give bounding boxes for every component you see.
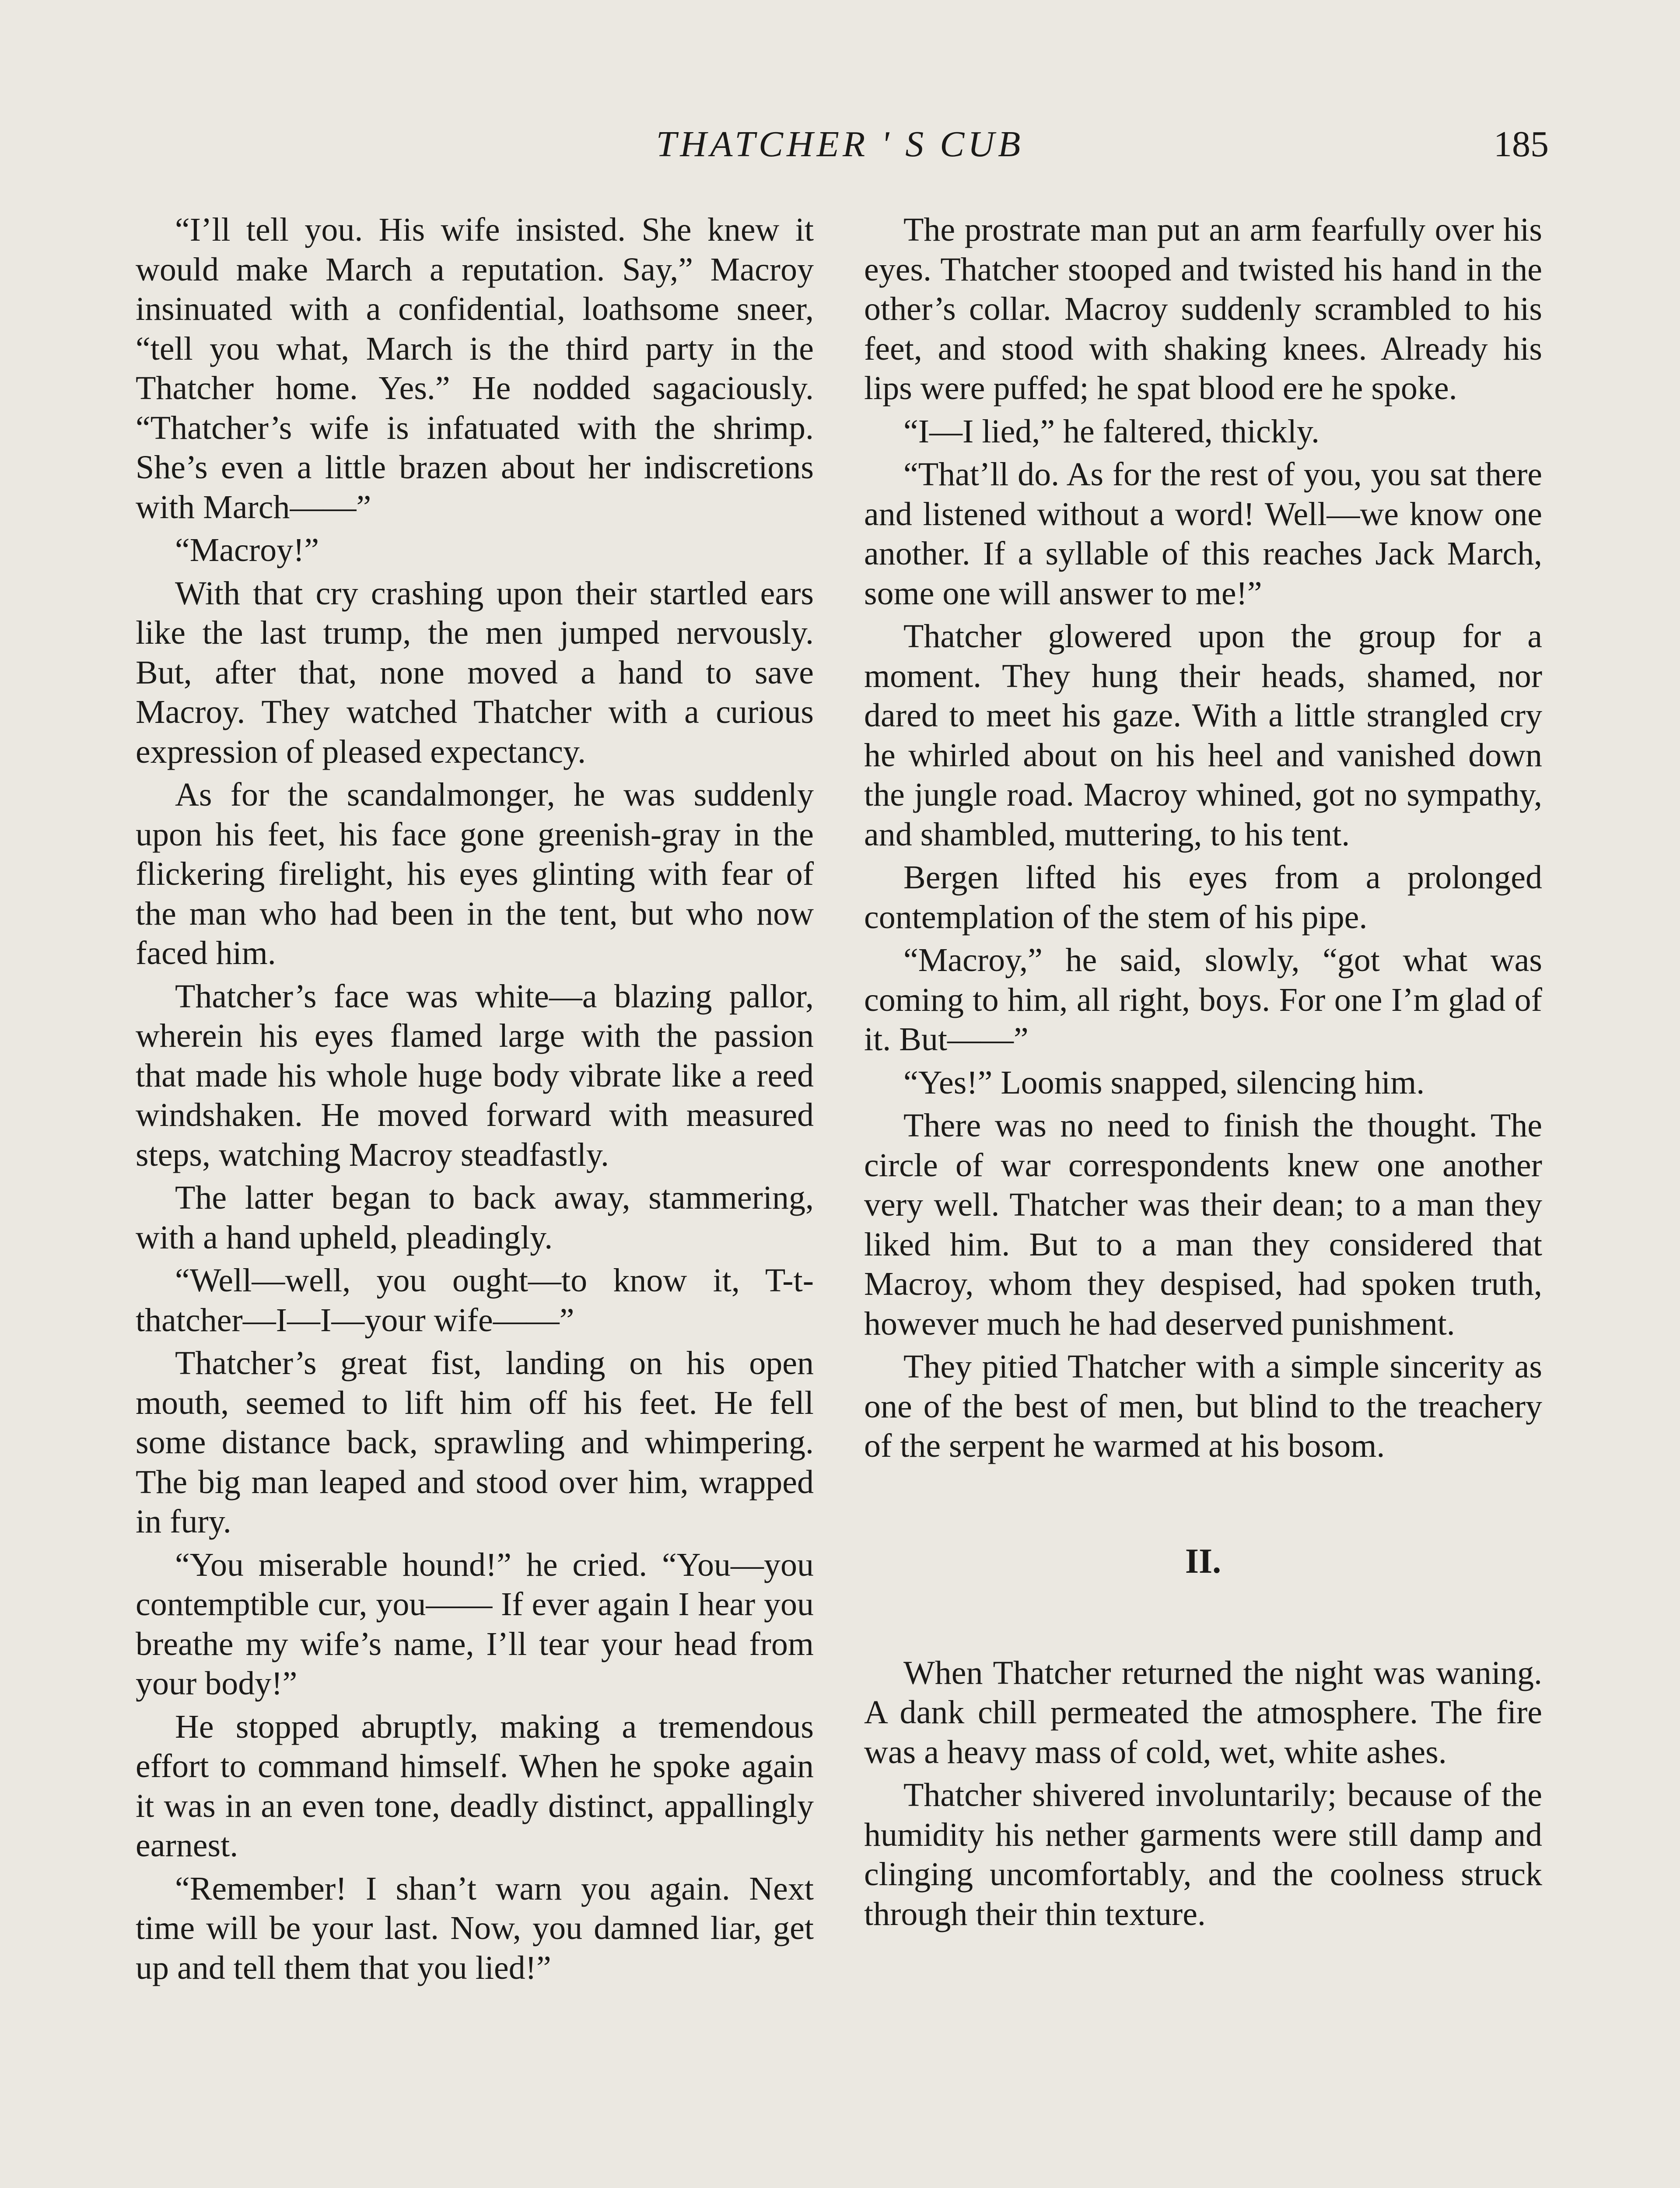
paragraph: The latter began to back away, stammering, with a hand upheld, pleadingly. [136, 1179, 814, 1256]
paragraph: “You miserable hound!” he cried. “You—you contemptible cur, you—— If ever again I hear you breathe my wife’s name, I’ll tear your head from your body!” [136, 1546, 814, 1702]
paragraph: Thatcher shivered involuntarily; because of the humidity his nether garments were still damp and clinging uncomfortably, and the coolness struck through their thin texture. [864, 1777, 1542, 1932]
paragraph: When Thatcher returned the night was waning. A dank chill permeated the atmosphere. The fire was a heavy mass of cold, wet, white ashes. [864, 1654, 1542, 1771]
paragraph: “That’ll do. As for the rest of you, you sat there and listened without a word! Well—we know one another. If a syllable of this reaches Jack March, some one will answer to me!” [864, 456, 1542, 612]
left-column [136, 210, 814, 1991]
paragraph: Thatcher’s face was white—a blazing pallor, wherein his eyes flamed large with the passion that made his whole huge body vibrate like a reed windshaken. He moved forward with measured steps, watching Macroy steadfastly. [136, 978, 814, 1173]
paragraph: “Well—well, you ought—to know it, T-t-thatcher—I—I—your wife——” [136, 1262, 814, 1339]
paragraph: He stopped abruptly, making a tremendous effort to command himself. When he spoke again it was in an even tone, deadly distinct, appallingly earnest. [136, 1708, 814, 1864]
paragraph: Thatcher glowered upon the group for a moment. They hung their heads, shamed, nor dared to meet his gaze. With a little strangled cry he whirled about on his heel and vanished down the jungle road. Macroy whined, got no sympathy, and shambled, muttering, to his tent. [864, 618, 1542, 853]
paragraph: “I’ll tell you. His wife insisted. She knew it would make March a reputation. Say,” Macroy insinuated with a confidential, loathsome sneer, “tell you what, March is the third party in the Thatcher home. Yes.” He nodded sagaciously. “Thatcher’s wife is infatuated with the shrimp. She’s even a little brazen about her indiscretions with March——” [136, 211, 814, 526]
paragraph: “I—I lied,” he faltered, thickly. [903, 413, 1320, 450]
paragraph: As for the scandalmonger, he was suddenly upon his feet, his face gone greenish-gray in the flickering firelight, his eyes glinting with fear of the man who had been in the tent, but who now faced him. [136, 776, 814, 971]
paragraph: “Macroy!” [175, 532, 319, 568]
paragraph: The prostrate man put an arm fearfully over his eyes. Thatcher stooped and twisted his hand in the other’s collar. Macroy suddenly scrambled to his feet, and stood with shaking knees. Already his lips were puffed; he spat blood ere he spoke. [864, 211, 1542, 407]
section-heading: II. [1185, 1542, 1222, 1581]
paragraph: There was no need to finish the thought. The circle of war correspondents knew one another very well. Thatcher was their dean; to a man they liked him. But to a man they considered that Macroy, whom they despised, had spoken truth, however much he had deserved punishment. [864, 1107, 1542, 1342]
paragraph: “Remember! I shan’t warn you again. Next time will be your last. Now, you damned liar, get up and tell them that you lied!” [136, 1870, 814, 1986]
right-column [864, 210, 1542, 1937]
running-title: THATCHER ' S CUB [656, 124, 1024, 165]
running-head [0, 118, 1680, 171]
paragraph: With that cry crashing upon their startled ears like the last trump, the men jumped nervously. But, after that, none moved a hand to save Macroy. They watched Thatcher with a curious expression of pleased expectancy. [136, 575, 814, 770]
paragraph: They pitied Thatcher with a simple sincerity as one of the best of men, but blind to the treachery of the serpent he warmed at his bosom. [864, 1348, 1542, 1464]
paragraph: Thatcher’s great fist, landing on his open mouth, seemed to lift him off his feet. He fell some distance back, sprawling and whimpering. The big man leaped and stood over him, wrapped in fury. [136, 1345, 814, 1540]
page-number: 185 [1494, 124, 1549, 165]
paragraph: “Yes!” Loomis snapped, silencing him. [903, 1064, 1425, 1101]
paragraph: “Macroy,” he said, slowly, “got what was coming to him, all right, boys. For one I’m glad of it. But——” [864, 942, 1542, 1058]
paragraph: Bergen lifted his eyes from a prolonged contemplation of the stem of his pipe. [864, 859, 1542, 936]
